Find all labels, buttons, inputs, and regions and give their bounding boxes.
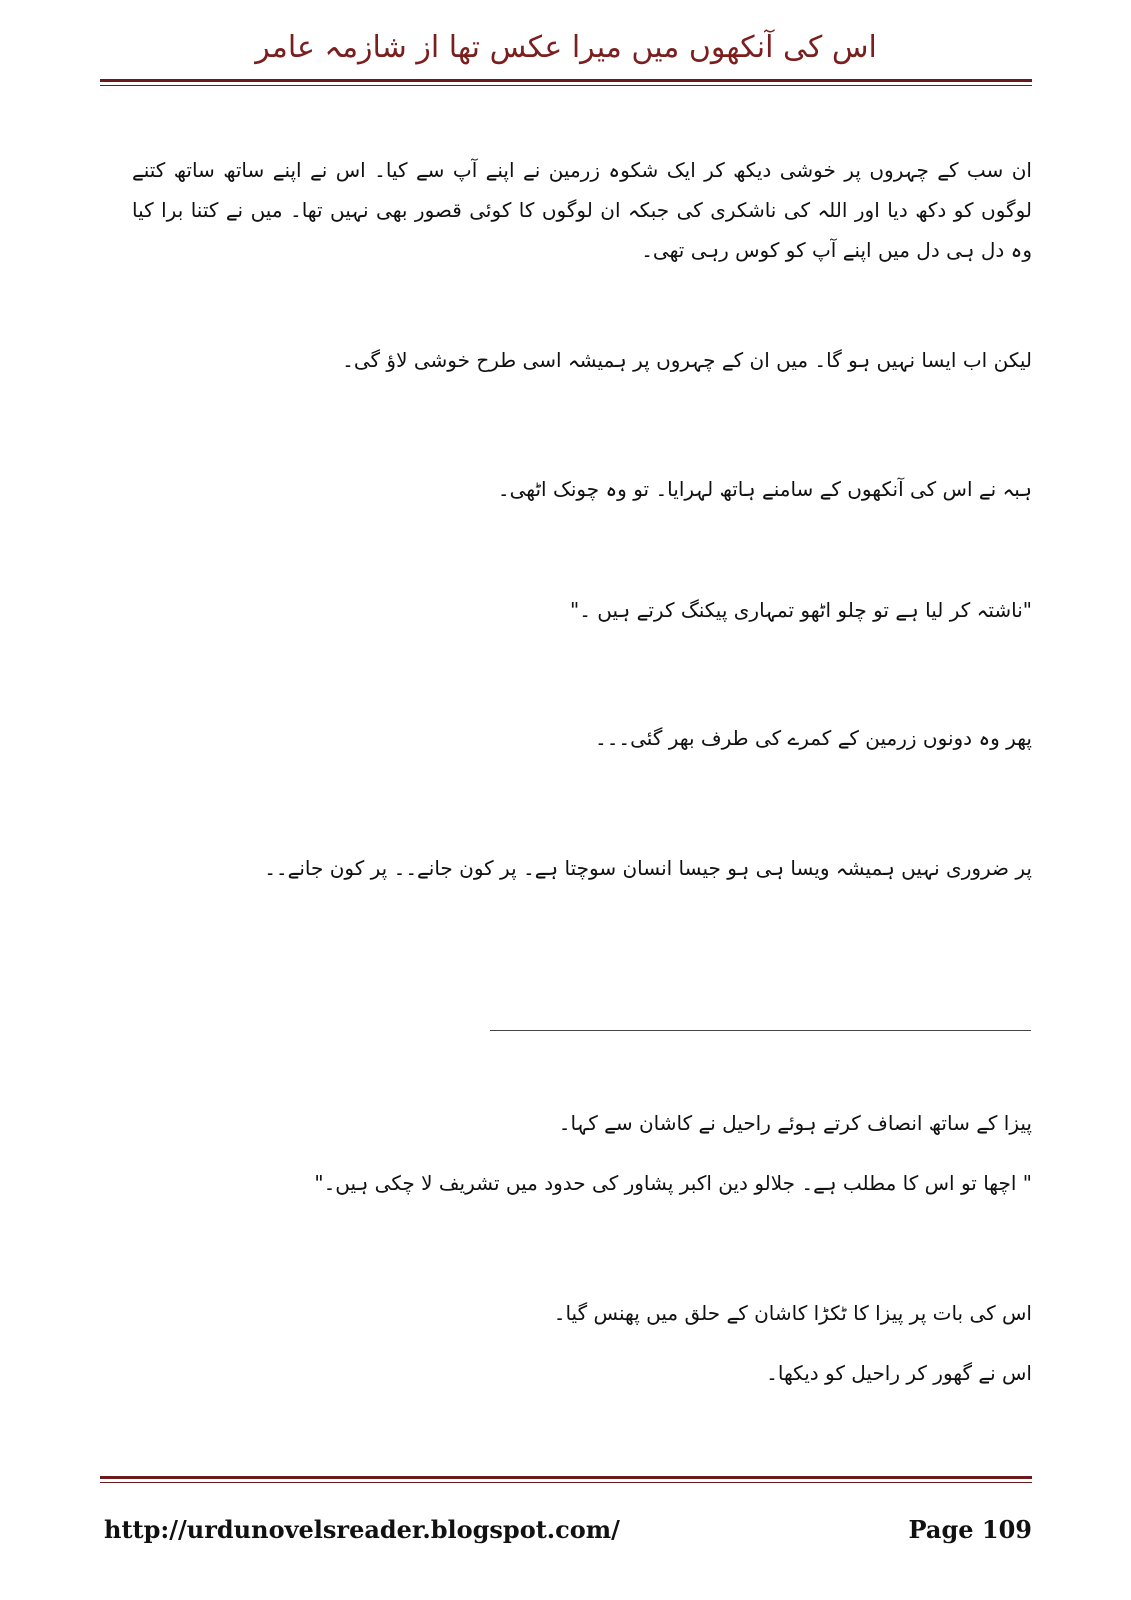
- scene-divider: [490, 1030, 1031, 1031]
- header-rule-top: [100, 79, 1032, 82]
- header-rule-bottom: [100, 85, 1032, 86]
- paragraph-8: " اچھا تو اس کا مطلب ہے۔ جلالو دین اکبر پشاور کی حدود میں تشریف لا چکی ہیں۔": [314, 1171, 1032, 1195]
- paragraph-5: پھر وہ دونوں زرمین کے کمرے کی طرف بھر گئی۔۔۔: [594, 726, 1032, 750]
- paragraph-3: ہبہ نے اس کی آنکھوں کے سامنے ہاتھ لہرایا۔ تو وہ چونک اٹھی۔: [497, 477, 1032, 501]
- footer-url-link[interactable]: http://urdunovelsreader.blogspot.com/: [104, 1515, 620, 1544]
- page-number: Page 109: [908, 1515, 1032, 1544]
- paragraph-7: پیزا کے ساتھ انصاف کرتے ہوئے راحیل نے کاشان سے کہا۔: [558, 1111, 1032, 1135]
- page-header-title: اس کی آنکھوں میں میرا عکس تھا از شازمہ عامر: [255, 30, 877, 65]
- footer-rule-top: [100, 1476, 1032, 1479]
- paragraph-10: اس نے گھور کر راحیل کو دیکھا۔: [766, 1361, 1032, 1385]
- page-footer: [100, 1515, 1032, 1551]
- paragraph-9: اس کی بات پر پیزا کا ٹکڑا کاشان کے حلق میں پھنس گیا۔: [553, 1301, 1032, 1325]
- paragraph-4: "ناشتہ کر لیا ہے تو چلو اٹھو تمہاری پیکنگ کرتے ہیں ۔": [570, 598, 1032, 622]
- paragraph-1: ان سب کے چہروں پر خوشی دیکھ کر ایک شکوہ زرمین نے اپنے آپ سے کیا۔ اس نے اپنے ساتھ ساتھ کتنے لوگوں کو دکھ دیا اور اللہ کی ناشکری کی جبکہ ان لوگوں کا کوئی قصور بھی نہیں تھا۔ میں نے کتنا برا کیا وہ دل ہی دل میں اپنے آپ کو کوس رہی تھی۔: [132, 158, 1032, 262]
- paragraph-6: پر ضروری نہیں ہمیشہ ویسا ہی ہو جیسا انسان سوچتا ہے۔ پر کون جانے۔۔ پر کون جانے۔۔: [264, 856, 1032, 880]
- paragraph-2: لیکن اب ایسا نہیں ہو گا۔ میں ان کے چہروں پر ہمیشہ اسی طرح خوشی لاؤ گی۔: [342, 348, 1032, 372]
- footer-rule-bottom: [100, 1482, 1032, 1483]
